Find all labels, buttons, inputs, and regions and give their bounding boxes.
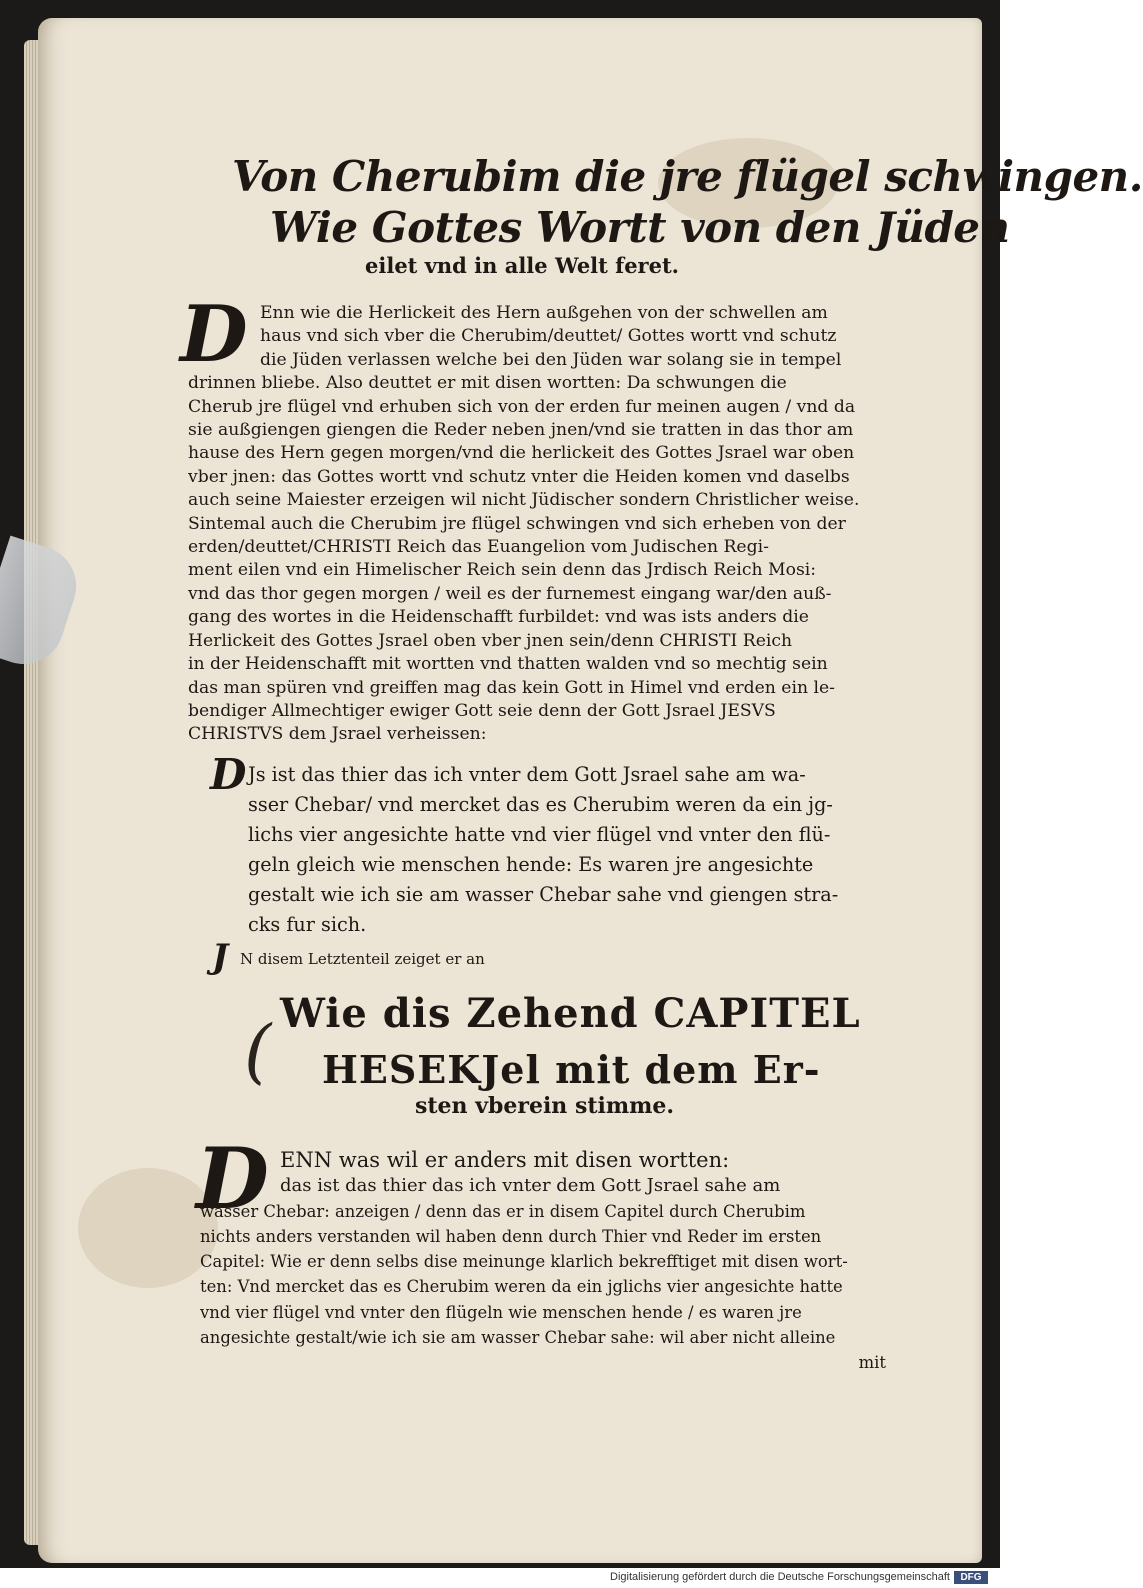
drop-cap-initial: J	[212, 937, 229, 977]
text-line: gang des wortes in die Heidenschafft furbildet: vnd was ists anders die	[188, 607, 809, 628]
text-line: Herlickeit des Gottes Jsrael oben vber jnen sein/denn CHRISTI Reich	[188, 630, 793, 651]
text-line: das man spüren vnd greiffen mag das kein Gott in Himel vnd erden ein le-	[188, 677, 835, 698]
catchword: mit	[858, 1353, 886, 1373]
text-line: drinnen bliebe. Also deuttet er mit disen wortten: Da schwungen die	[188, 373, 787, 394]
text-line: vnd vier flügel vnd vnter den flügeln wie menschen hende / es waren jre	[200, 1302, 802, 1322]
text-line: auch seine Maiester erzeigen wil nicht Jüdischer sondern Christlicher weise.	[188, 490, 860, 511]
text-line: vber jnen: das Gottes wortt vnd schutz vnter die Heiden komen vnd daselbs	[188, 466, 850, 487]
text-line: Capitel: Wie er denn selbs dise meinunge klarlich bekrefftiget mit disen wort-	[200, 1252, 848, 1272]
text-line: bendiger Allmechtiger ewiger Gott seie denn der Gott Jsrael JESVS	[188, 700, 776, 721]
text-line: ENN was wil er anders mit disen wortten:	[280, 1148, 730, 1172]
heading-line-2: Wie Gottes Wortt von den Jüden	[270, 203, 1010, 252]
drop-cap-initial: D	[180, 289, 248, 380]
heading-line-5: HESEKJel mit dem Er-	[322, 1047, 821, 1092]
text-line: nichts anders verstanden wil haben denn durch Thier vnd Reder im ersten	[200, 1226, 822, 1246]
text-line: haus vnd sich vber die Cherubim/deuttet/ Gottes wortt vnd schutz	[260, 326, 837, 347]
text-line: ment eilen vnd ein Himelischer Reich sein denn das Jrdisch Reich Mosi:	[188, 560, 817, 581]
text-line: CHRISTVS dem Jsrael verheissen:	[188, 724, 487, 745]
drop-cap-initial: D	[196, 1129, 269, 1228]
text-line: in der Heidenschafft mit wortten vnd thatten walden vnd so mechtig sein	[188, 654, 828, 675]
drop-cap-initial: D	[210, 750, 247, 799]
heading-line-3: eilet vnd in alle Welt feret.	[365, 253, 679, 278]
text-line: angesichte gestalt/wie ich sie am wasser Chebar sahe: wil aber nicht alleine	[200, 1328, 836, 1348]
text-line: lichs vier angesichte hatte vnd vier flügel vnd vnter den flü-	[248, 823, 831, 846]
decorative-bracket: (	[244, 1010, 272, 1092]
text-line: ten: Vnd mercket das es Cherubim weren da ein jglichs vier angesichte hatte	[200, 1277, 843, 1297]
text-line: Cherub jre flügel vnd erhuben sich von der erden fur meinen augen / vnd da	[188, 396, 856, 417]
text-line: cks fur sich.	[248, 913, 367, 936]
text-line: Sintemal auch die Cherubim jre flügel schwingen vnd sich erheben von der	[188, 513, 846, 534]
text-line: sser Chebar/ vnd mercket das es Cherubim weren da ein jg-	[248, 793, 833, 816]
paragraph-4	[200, 1148, 886, 1376]
text-line: N disem Letztenteil zeiget er an	[240, 950, 485, 968]
heading-line-1: Von Cherubim die jre flügel schwingen.	[232, 152, 1143, 201]
text-line: Enn wie die Herlickeit des Hern außgehen von der schwellen am	[260, 303, 828, 323]
heading-line-6: sten vberein stimme.	[415, 1093, 675, 1119]
text-line: wasser Chebar: anzeigen / denn das er in disem Capitel durch Cherubim	[200, 1201, 806, 1221]
text-line: das ist das thier das ich vnter dem Gott Jsrael sahe am	[280, 1175, 781, 1197]
text-line: gestalt wie ich sie am wasser Chebar sahe vnd giengen stra-	[248, 883, 839, 906]
text-line: geln gleich wie menschen hende: Es waren jre angesichte	[248, 853, 814, 876]
paragraph-2	[248, 760, 838, 940]
dfg-logo: DFG	[954, 1571, 988, 1584]
heading-line-4: Wie dis Zehend CAPITEL	[280, 990, 861, 1037]
text-line: hause des Hern gegen morgen/vnd die herlickeit des Gottes Jsrael war oben	[188, 443, 855, 464]
paragraph-1	[188, 302, 859, 747]
footer-credit: Digitalisierung gefördert durch die Deutsche Forschungsgemeinschaft	[610, 1571, 950, 1583]
text-line: sie außgiengen giengen die Reder neben jnen/vnd sie tratten in das thor am	[188, 420, 854, 441]
digitization-footer	[0, 1568, 1000, 1588]
text-line: die Jüden verlassen welche bei den Jüden war solang sie in tempel	[260, 349, 842, 370]
text-line: erden/deuttet/CHRISTI Reich das Euangelion vom Judischen Regi-	[188, 537, 769, 558]
text-line: vnd das thor gegen morgen / weil es der furnemest eingang war/den auß-	[188, 583, 832, 604]
text-line: Js ist das thier das ich vnter dem Gott Jsrael sahe am wa-	[248, 763, 806, 786]
paragraph-3	[240, 948, 485, 971]
